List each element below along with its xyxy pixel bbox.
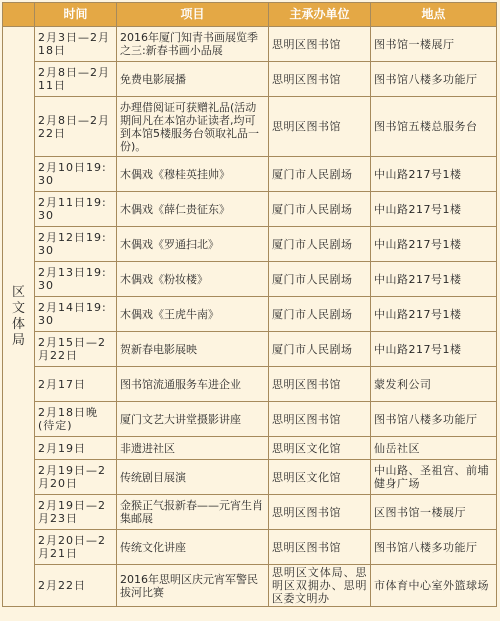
cell-time: 2月14日19:30 (35, 297, 117, 332)
cell-time: 2月8日—2月11日 (35, 62, 117, 97)
event-schedule-table (2, 2, 497, 607)
cell-item: 厦门文艺大讲堂摄影讲座 (117, 402, 269, 437)
cell-time: 2月15日—2月22日 (35, 332, 117, 367)
cell-item: 2016年思明区庆元宵军警民拔河比赛 (117, 565, 269, 607)
cell-organizer: 厦门市人民剧场 (269, 297, 371, 332)
table-row (3, 97, 497, 157)
cell-organizer: 厦门市人民剧场 (269, 157, 371, 192)
cell-location: 图书馆五楼总服务台 (371, 97, 497, 157)
table-row (3, 402, 497, 437)
cell-organizer: 厦门市人民剧场 (269, 192, 371, 227)
cell-location: 中山路217号1楼 (371, 157, 497, 192)
table-row (3, 262, 497, 297)
cell-organizer: 思明区图书馆 (269, 62, 371, 97)
cell-location: 中山路217号1楼 (371, 297, 497, 332)
table-row (3, 460, 497, 495)
cell-organizer: 思明区图书馆 (269, 495, 371, 530)
table-row (3, 332, 497, 367)
cell-location: 图书馆八楼多功能厅 (371, 402, 497, 437)
header-item: 项目 (117, 3, 269, 27)
cell-organizer: 思明区图书馆 (269, 27, 371, 62)
table-header-row (3, 3, 497, 27)
table-row (3, 227, 497, 262)
table-row (3, 495, 497, 530)
table-row (3, 62, 497, 97)
cell-organizer: 思明区文化馆 (269, 460, 371, 495)
cell-location: 中山路217号1楼 (371, 227, 497, 262)
table-row (3, 565, 497, 607)
cell-item: 木偶戏《薛仁贵征东》 (117, 192, 269, 227)
cell-time: 2月17日 (35, 367, 117, 402)
cell-time: 2月12日19:30 (35, 227, 117, 262)
cell-organizer: 思明区文体局、思明区双拥办、思明区委文明办 (269, 565, 371, 607)
cell-item: 木偶戏《粉妆楼》 (117, 262, 269, 297)
cell-location: 中山路217号1楼 (371, 332, 497, 367)
cell-location: 仙岳社区 (371, 437, 497, 460)
cell-organizer: 厦门市人民剧场 (269, 332, 371, 367)
cell-organizer: 思明区图书馆 (269, 97, 371, 157)
cell-time: 2月8日—2月22日 (35, 97, 117, 157)
cell-organizer: 思明区图书馆 (269, 367, 371, 402)
table-row (3, 530, 497, 565)
cell-time: 2月11日19:30 (35, 192, 117, 227)
cell-time: 2月20日—2月21日 (35, 530, 117, 565)
header-corner (3, 3, 35, 27)
cell-item: 传统剧目展演 (117, 460, 269, 495)
cell-location: 中山路217号1楼 (371, 192, 497, 227)
cell-location: 图书馆八楼多功能厅 (371, 530, 497, 565)
header-time: 时间 (35, 3, 117, 27)
cell-item: 办理借阅证可获赠礼品(活动期间凡在本馆办证读者,均可到本馆5楼服务台领取礼品一份)。 (117, 97, 269, 157)
cell-item: 传统文化讲座 (117, 530, 269, 565)
cell-item: 木偶戏《穆桂英挂帅》 (117, 157, 269, 192)
cell-location: 中山路、圣祖宫、前埔健身广场 (371, 460, 497, 495)
cell-item: 非遗进社区 (117, 437, 269, 460)
cell-time: 2月13日19:30 (35, 262, 117, 297)
cell-organizer: 思明区图书馆 (269, 402, 371, 437)
cell-time: 2月19日—2月20日 (35, 460, 117, 495)
cell-location: 区图书馆一楼展厅 (371, 495, 497, 530)
table-row (3, 367, 497, 402)
cell-location: 市体育中心室外篮球场 (371, 565, 497, 607)
cell-item: 金猴正气报新春——元宵生肖集邮展 (117, 495, 269, 530)
table-row (3, 27, 497, 62)
cell-location: 蒙发利公司 (371, 367, 497, 402)
cell-organizer: 思明区图书馆 (269, 530, 371, 565)
cell-time: 2月22日 (35, 565, 117, 607)
cell-item: 木偶戏《王虎牛南》 (117, 297, 269, 332)
table-row (3, 157, 497, 192)
cell-location: 中山路217号1楼 (371, 262, 497, 297)
cell-time: 2月19日 (35, 437, 117, 460)
cell-item: 2016年厦门知青书画展览季之三:新春书画小品展 (117, 27, 269, 62)
cell-organizer: 厦门市人民剧场 (269, 262, 371, 297)
cell-organizer: 思明区文化馆 (269, 437, 371, 460)
table-row (3, 437, 497, 460)
table-row (3, 297, 497, 332)
category-cell: 区文体局 (3, 27, 35, 607)
header-location: 地点 (371, 3, 497, 27)
cell-time: 2月18日晚(待定) (35, 402, 117, 437)
header-organizer: 主承办单位 (269, 3, 371, 27)
cell-time: 2月19日—2月23日 (35, 495, 117, 530)
table-row (3, 192, 497, 227)
cell-time: 2月3日—2月18日 (35, 27, 117, 62)
cell-location: 图书馆一楼展厅 (371, 27, 497, 62)
cell-time: 2月10日19:30 (35, 157, 117, 192)
cell-item: 免费电影展播 (117, 62, 269, 97)
cell-location: 图书馆八楼多功能厅 (371, 62, 497, 97)
cell-organizer: 厦门市人民剧场 (269, 227, 371, 262)
cell-item: 图书馆流通服务车进企业 (117, 367, 269, 402)
cell-item: 木偶戏《罗通扫北》 (117, 227, 269, 262)
cell-item: 贺新春电影展映 (117, 332, 269, 367)
